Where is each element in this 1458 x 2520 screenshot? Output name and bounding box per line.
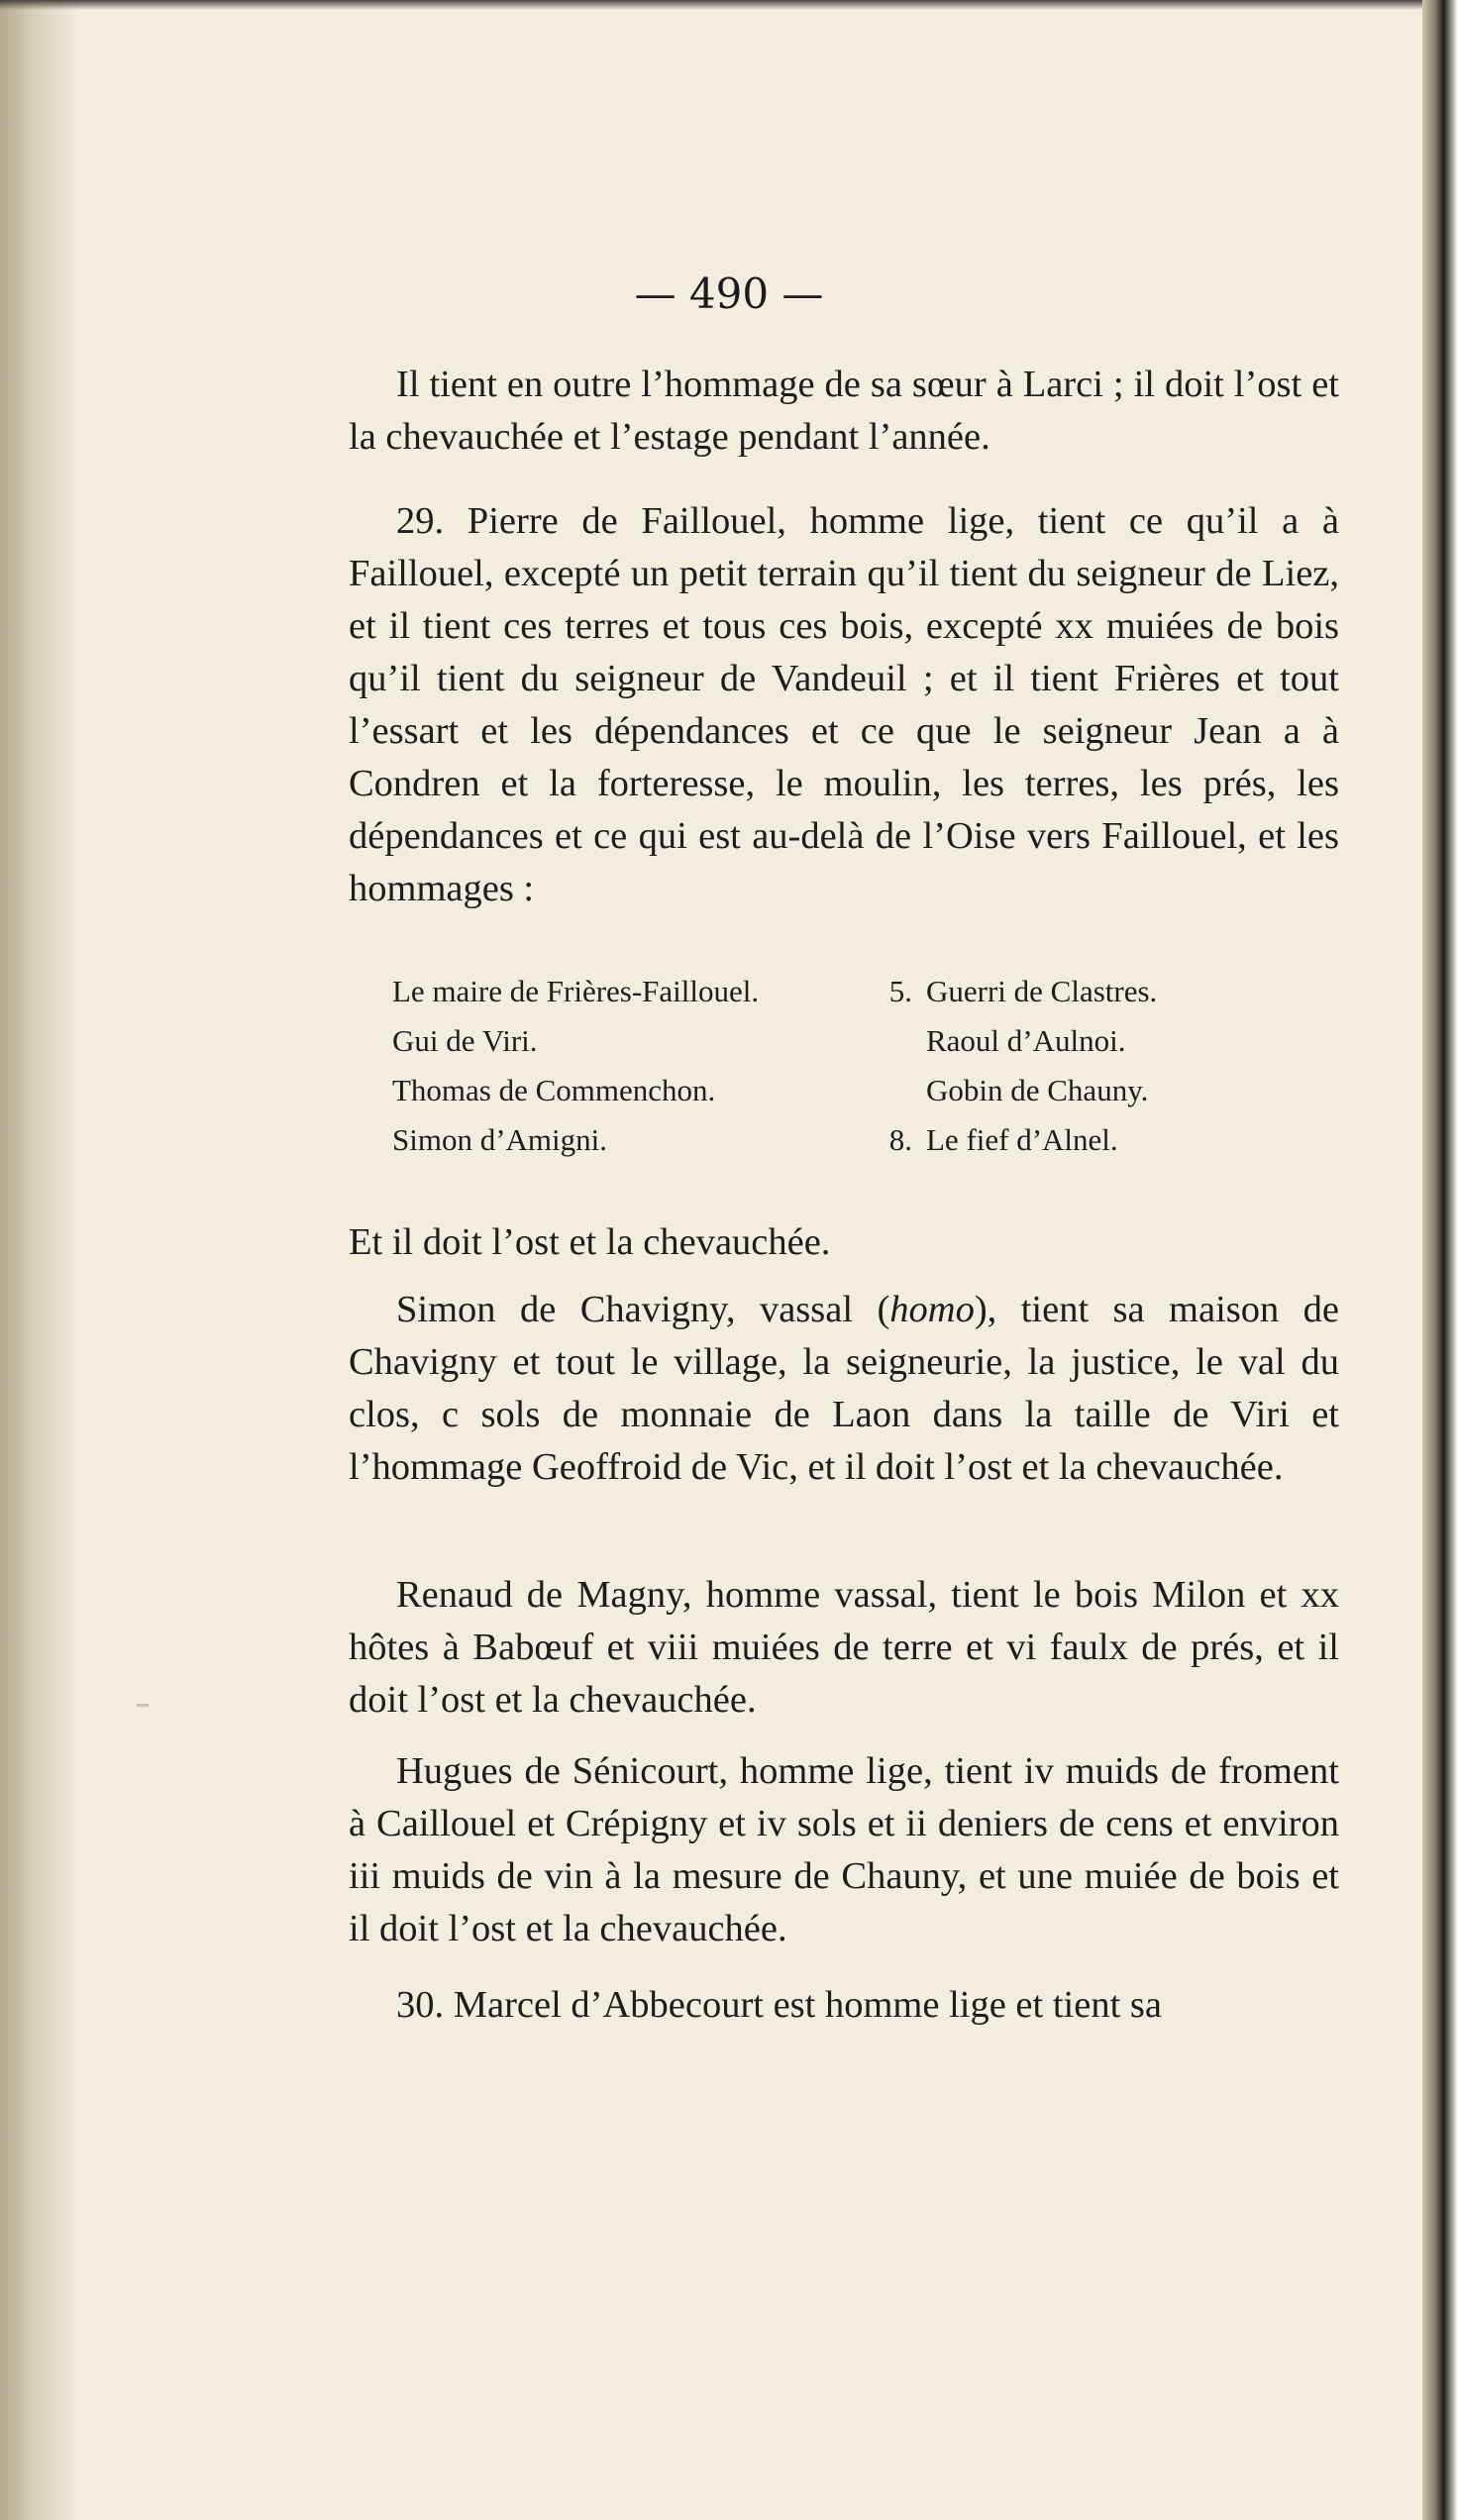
paragraph-ost-chevauchee: Et il doit l’ost et la chevauchée. bbox=[349, 1221, 831, 1263]
vassal-right: Raoul d’Aulnoi. bbox=[926, 1023, 1126, 1058]
vassal-left: Simon d’Amigni. bbox=[392, 1122, 608, 1157]
vassal-right: Gobin de Chauny. bbox=[926, 1073, 1149, 1107]
vassal-row bbox=[392, 1016, 1343, 1066]
right-page-edge bbox=[1422, 0, 1458, 2520]
vassal-left: Thomas de Commenchon. bbox=[392, 1073, 716, 1107]
binding-gutter bbox=[0, 0, 79, 2520]
paragraph-renaud-de-magny: Renaud de Magny, homme vassal, tient le bois Milon et xx hôtes à Babœuf et viii muiées de terre et vi faulx de prés, et il doit l’ost et la chevauchée. bbox=[349, 1574, 1339, 1721]
vassal-left: Le maire de Frières-Faillouel. bbox=[392, 974, 760, 1008]
vassal-row bbox=[392, 1066, 1343, 1115]
margin-mark bbox=[137, 1704, 149, 1707]
vassal-left: Gui de Viri. bbox=[392, 1023, 538, 1058]
p4-text-end: ), tient sa maison de Chavigny et tout le village, la seigneurie, la justice, le val du clos, c sols de monnaie de Laon dans la taille de Viri et l’hommage Geoffroid de Vic, et il doit l’ost et la chevauchée. bbox=[349, 1289, 1340, 1488]
vassal-number: 5. bbox=[888, 974, 912, 1008]
page-number: — 490 — bbox=[634, 269, 824, 318]
vassal-right: Le fief d’Alnel. bbox=[926, 1122, 1118, 1157]
vassal-row bbox=[392, 967, 1343, 1016]
paragraph-29-pierre-de-faillouel: 29. Pierre de Faillouel, homme lige, tient ce qu’il a à Faillouel, excepté un petit terrain qu’il tient du seigneur de Liez, et il tient ces terres et tous ces bois, excepté xx muiées de bois qu’il tient du seigneur de Vandeuil ; et il tient Frières et tout l’essart et les dépendances et ce que le seigneur Jean a à Condren et la forteresse, le moulin, les terres, les prés, les dépendances et ce qui est au-delà de l’Oise vers Faillouel, et les hommages : bbox=[349, 500, 1339, 909]
paragraph-simon-de-chavigny bbox=[349, 1284, 1339, 1494]
paragraph-30-marcel-dabbecourt: 30. Marcel d’Abbecourt est homme lige et tient sa bbox=[396, 1984, 1162, 2026]
p4-text-start: Simon de Chavigny, vassal ( bbox=[396, 1289, 890, 1330]
p4-italic-homo: homo bbox=[889, 1289, 975, 1330]
top-page-edge bbox=[0, 0, 1458, 10]
vassal-list bbox=[392, 967, 1343, 1165]
vassal-row bbox=[392, 1115, 1343, 1165]
vassal-number: 8. bbox=[888, 1122, 912, 1157]
paragraph-hugues-de-senicourt: Hugues de Sénicourt, homme lige, tient iv muids de froment à Caillouel et Crépigny et iv sols et ii deniers de cens et environ iii muids de vin à la mesure de Chauny, et une muiée de bois et il doit l’ost et la chevauchée. bbox=[349, 1750, 1339, 1949]
vassal-right: Guerri de Clastres. bbox=[926, 974, 1158, 1008]
paragraph-hommage-larci: Il tient en outre l’hommage de sa sœur à Larci ; il doit l’ost et la chevauchée et l’estage pendant l’année. bbox=[349, 364, 1339, 458]
